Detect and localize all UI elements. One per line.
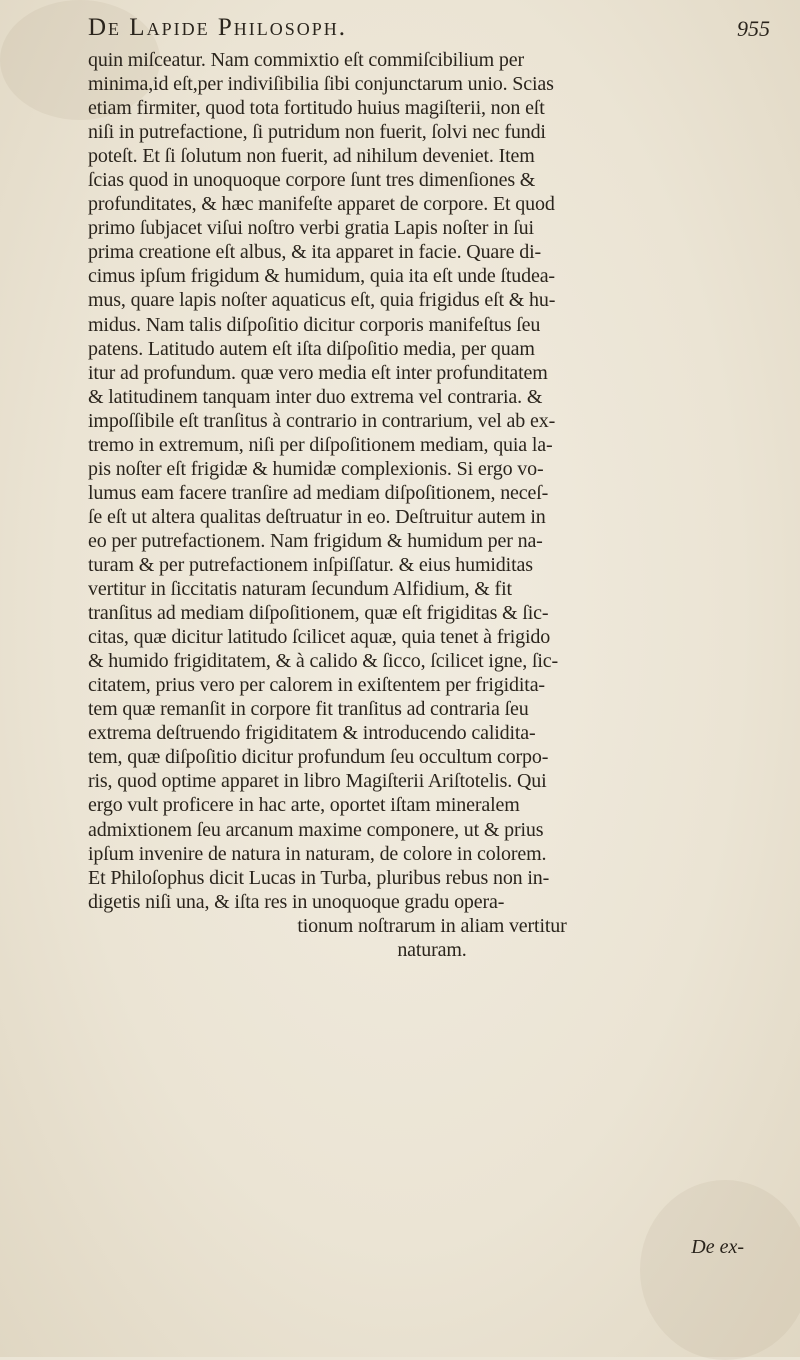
text-line: minima,id eſt,per indiviſibilia ſibi conjunctarum unio. Scias <box>88 73 554 96</box>
page-header <box>88 14 770 48</box>
text-line: eo per putrefactionem. Nam frigidum & humidum per na- <box>88 529 543 552</box>
text-line: mus, quare lapis noſter aquaticus eſt, quia frigidus eſt & hu- <box>88 289 556 312</box>
text-line: ſcias quod in unoquoque corpore ſunt tres dimenſiones & <box>88 169 536 192</box>
text-line: Et Philoſophus dicit Lucas in Turba, pluribus rebus non in- <box>88 866 550 889</box>
text-line: ris, quod optime apparet in libro Magiſterii Ariſtotelis. Qui <box>88 770 547 793</box>
text-line: primo ſubjacet viſui noſtro verbi gratia Lapis noſter in ſui <box>88 217 534 240</box>
text-line: admixtionem ſeu arcanum maxime componere, ut & prius <box>88 818 544 841</box>
text-line: digetis niſi una, & iſta res in unoquoque gradu opera- <box>88 890 505 913</box>
text-line: impoſſibile eſt tranſitus à contrario in contrarium, vel ab ex- <box>88 409 556 432</box>
text-line: ſe eſt ut altera qualitas deſtruatur in eo. Deſtruitur autem in <box>88 505 546 528</box>
text-line: patens. Latitudo autem eſt iſta diſpoſitio media, per quam <box>88 337 535 360</box>
text-line: extrema deſtruendo frigiditatem & introducendo calidita- <box>88 722 536 745</box>
text-line: & humido frigiditatem, & à calido & ſicco, ſcilicet igne, ſic- <box>88 650 559 673</box>
text-line: citatem, prius vero per calorem in exiſtentem per frigidita- <box>88 674 545 697</box>
text-line: tranſitus ad mediam diſpoſitionem, quæ eſt frigiditas & ſic- <box>88 602 549 625</box>
text-line: tem quæ remanſit in corpore fit tranſitus ad contraria ſeu <box>88 698 529 721</box>
text-line: tem, quæ diſpoſitio dicitur profundum ſeu occultum corpo- <box>88 746 549 769</box>
text-line: itur ad profundum. quæ vero media eſt inter profunditatem <box>88 361 548 384</box>
text-line: pis noſter eſt frigidæ & humidæ complexionis. Si ergo vo- <box>88 457 544 480</box>
text-line: tionum noſtrarum in aliam vertitur <box>297 914 567 937</box>
text-line: vertitur in ſiccitatis naturam ſecundum Alfidium, & fit <box>88 578 512 601</box>
text-line: niſi in putrefactione, ſi putridum non fuerit, ſolvi nec fundi <box>88 121 546 144</box>
text-line: citas, quæ dicitur latitudo ſcilicet aquæ, quia tenet à frigido <box>88 626 551 649</box>
text-line: cimus ipſum frigidum & humidum, quia ita eſt unde ſtudea- <box>88 265 555 288</box>
running-title: De Lapide Philosoph. <box>88 14 347 41</box>
text-line: prima creatione eſt albus, & ita apparet in facie. Quare di- <box>88 241 542 264</box>
text-line: lumus eam facere tranſire ad mediam diſpoſitionem, neceſ- <box>88 481 549 504</box>
text-line: ipſum invenire de natura in naturam, de colore in colorem. <box>88 842 547 865</box>
text-line: quin miſceatur. Nam commixtio eſt commiſcibilium per <box>88 49 524 71</box>
text-line: ergo vult proficere in hac arte, oportet iſtam mineralem <box>88 794 520 817</box>
text-line: midus. Nam talis diſpoſitio dicitur corporis manifeſtus ſeu <box>88 313 541 336</box>
text-line: etiam firmiter, quod tota fortitudo huius magiſterii, non eſt <box>88 97 545 120</box>
text-line: naturam. <box>397 938 467 961</box>
page-number: 955 <box>737 16 770 41</box>
paper-stain <box>640 1180 800 1360</box>
body-text <box>88 48 776 962</box>
text-line: tremo in extremum, niſi per diſpoſitionem mediam, quia la- <box>88 433 553 456</box>
text-line: & latitudinem tanquam inter duo extrema vel contraria. & <box>88 385 543 408</box>
text-line: poteſt. Et ſi ſolutum non fuerit, ad nihilum deveniet. Item <box>88 145 535 168</box>
text-line: turam & per putrefactionem inſpiſſatur. & eius humiditas <box>88 553 533 576</box>
catchword: De ex- <box>691 1236 744 1258</box>
text-line: profunditates, & hæc manifeſte apparet de corpore. Et quod <box>88 193 555 216</box>
